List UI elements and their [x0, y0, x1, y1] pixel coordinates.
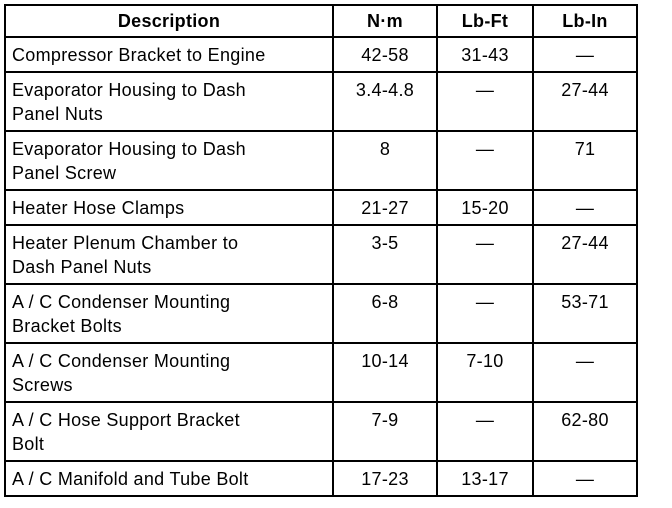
table-row — [5, 461, 637, 496]
lbft-cell: — — [437, 72, 533, 131]
description-line: Bolt — [12, 434, 45, 454]
description-cell — [5, 225, 333, 284]
lbft-cell: 15-20 — [437, 190, 533, 225]
description-line: Evaporator Housing to Dash — [12, 80, 246, 100]
header-lbft: Lb-Ft — [437, 5, 533, 37]
lbft-cell: 31-43 — [437, 37, 533, 72]
header-lbin: Lb-In — [533, 5, 637, 37]
header-row — [5, 5, 637, 37]
description-cell — [5, 284, 333, 343]
description-cell — [5, 72, 333, 131]
header-description: Description — [5, 5, 333, 37]
nm-cell: 7-9 — [333, 402, 437, 461]
description-line: Panel Screw — [12, 163, 117, 183]
lbft-cell: — — [437, 225, 533, 284]
lbin-cell: 71 — [533, 131, 637, 190]
lbin-cell: 27-44 — [533, 72, 637, 131]
description-line: Heater Plenum Chamber to — [12, 233, 239, 253]
lbft-cell: 13-17 — [437, 461, 533, 496]
torque-spec-table — [4, 4, 638, 497]
nm-cell: 6-8 — [333, 284, 437, 343]
description-line: Panel Nuts — [12, 104, 104, 124]
table-row — [5, 72, 637, 131]
nm-cell: 8 — [333, 131, 437, 190]
header-nm: N·m — [333, 5, 437, 37]
description-line: Screws — [12, 375, 73, 395]
lbft-cell: — — [437, 402, 533, 461]
nm-cell: 21-27 — [333, 190, 437, 225]
table-row — [5, 37, 637, 72]
lbin-cell: — — [533, 343, 637, 402]
table-row — [5, 284, 637, 343]
lbft-cell: 7-10 — [437, 343, 533, 402]
nm-cell: 3.4-4.8 — [333, 72, 437, 131]
table-row — [5, 343, 637, 402]
nm-cell: 10-14 — [333, 343, 437, 402]
nm-cell: 42-58 — [333, 37, 437, 72]
description-line: A / C Manifold and Tube Bolt — [12, 469, 249, 489]
table-row — [5, 190, 637, 225]
description-cell — [5, 190, 333, 225]
description-line: Heater Hose Clamps — [12, 198, 185, 218]
description-line: Bracket Bolts — [12, 316, 122, 336]
lbft-cell: — — [437, 284, 533, 343]
description-line: Dash Panel Nuts — [12, 257, 152, 277]
description-cell — [5, 461, 333, 496]
description-cell — [5, 343, 333, 402]
nm-cell: 17-23 — [333, 461, 437, 496]
nm-cell: 3-5 — [333, 225, 437, 284]
table-row — [5, 131, 637, 190]
description-line: Compressor Bracket to Engine — [12, 45, 266, 65]
description-cell — [5, 131, 333, 190]
table-row — [5, 402, 637, 461]
description-cell — [5, 402, 333, 461]
table-row — [5, 225, 637, 284]
description-line: Evaporator Housing to Dash — [12, 139, 246, 159]
lbft-cell: — — [437, 131, 533, 190]
description-line: A / C Hose Support Bracket — [12, 410, 240, 430]
lbin-cell: 27-44 — [533, 225, 637, 284]
lbin-cell: 53-71 — [533, 284, 637, 343]
lbin-cell: — — [533, 190, 637, 225]
lbin-cell: — — [533, 461, 637, 496]
table-body — [5, 37, 637, 496]
lbin-cell: — — [533, 37, 637, 72]
description-line: A / C Condenser Mounting — [12, 351, 231, 371]
lbin-cell: 62-80 — [533, 402, 637, 461]
description-cell — [5, 37, 333, 72]
description-line: A / C Condenser Mounting — [12, 292, 231, 312]
